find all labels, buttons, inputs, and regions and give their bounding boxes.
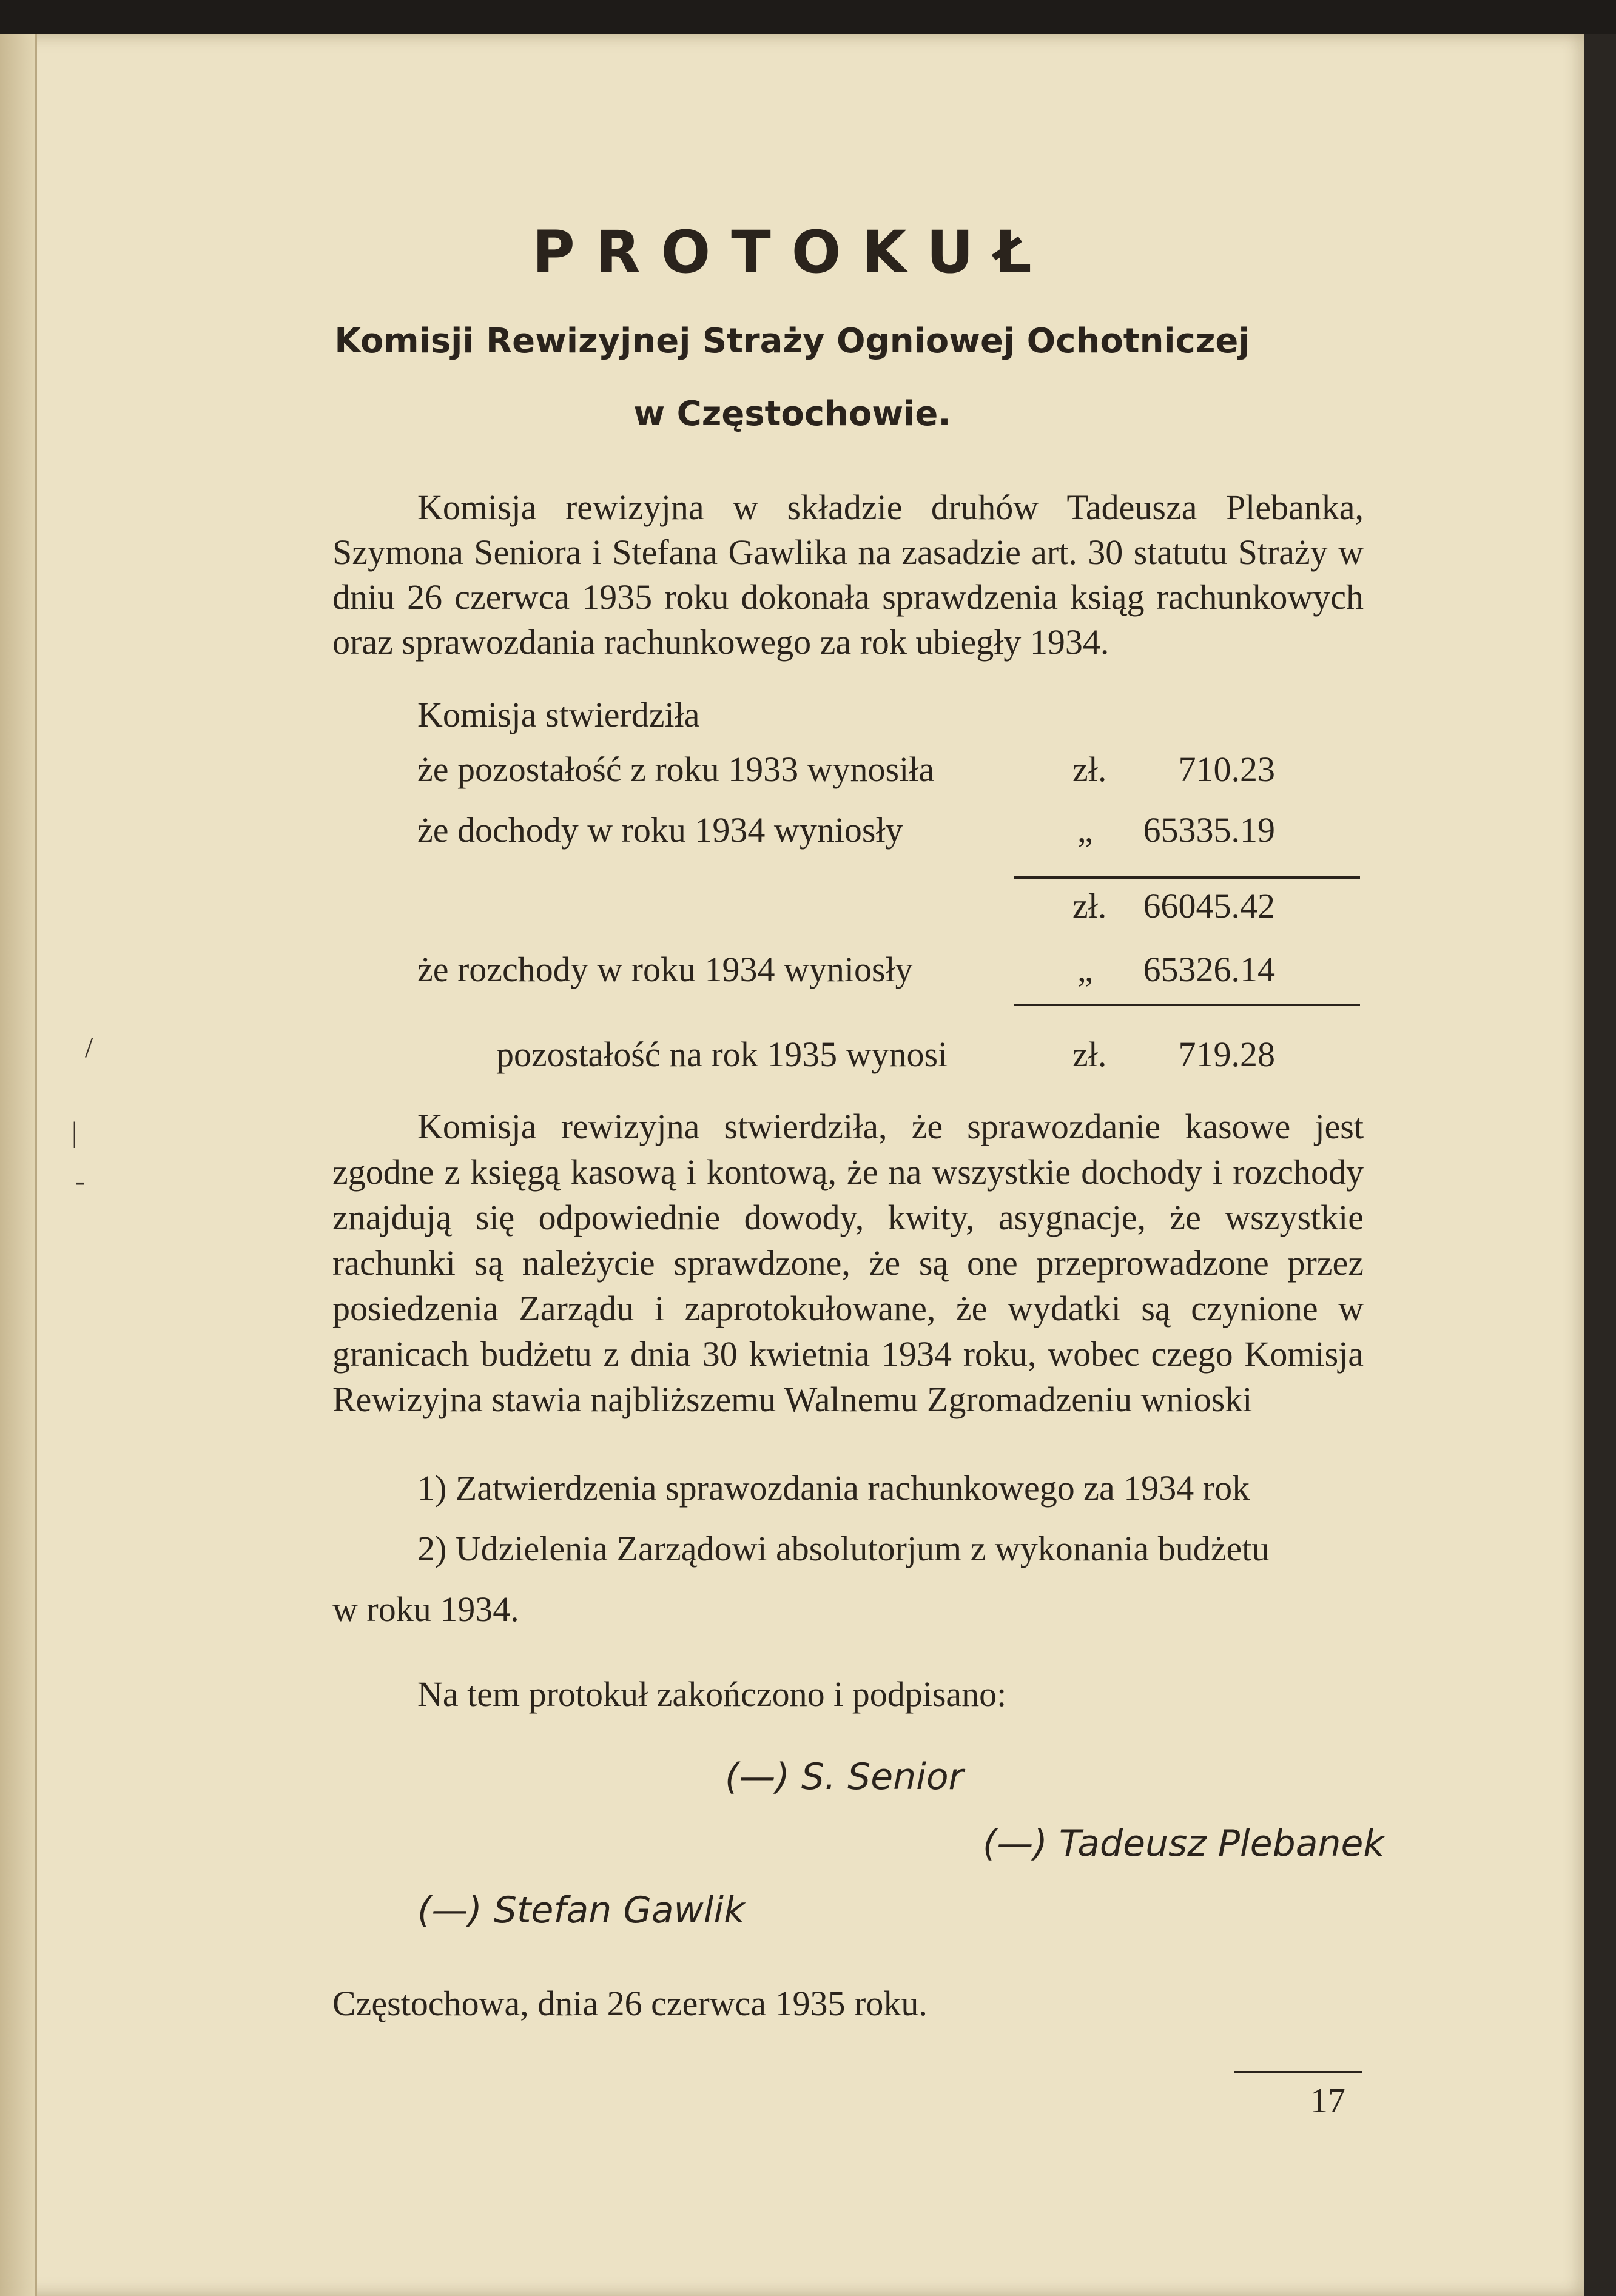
motion-item: 2) Udzielenia Zarządowi absolutorjum z wykonania budżetu (417, 1529, 1270, 1568)
margin-mark: / (85, 1032, 93, 1064)
finding-amount: 710.23 (1178, 750, 1275, 789)
finding-currency: zł. (1072, 886, 1107, 925)
finding-amount: 719.28 (1178, 1035, 1275, 1074)
signature-senior: (—) S. Senior (725, 1756, 964, 1798)
finding-label: że rozchody w roku 1934 wyniosły (417, 950, 913, 989)
signature-plebanek: (—) Tadeusz Plebanek (983, 1822, 1385, 1865)
intro-paragraph (332, 485, 1364, 665)
document-title: PROTOKUŁ (532, 218, 1052, 286)
findings-intro: Komisja stwierdziła (417, 695, 700, 734)
signature-gawlik: (—) Stefan Gawlik (417, 1889, 745, 1932)
finding-amount: 65335.19 (1143, 810, 1275, 850)
closing-statement: Na tem protokuł zakończono i podpisano: (417, 1674, 1007, 1714)
finding-currency: zł. (1072, 750, 1107, 789)
finding-currency: „ (1077, 810, 1093, 850)
page-number-rule (1234, 2071, 1362, 2073)
motion-item: 1) Zatwierdzenia sprawozdania rachunkowego za 1934 rok (417, 1468, 1250, 1508)
intro-paragraph-text: Komisja rewizyjna w składzie druhów Tadeusza Plebanka, Szymona Seniora i Stefana Gawlika na zasadzie art. 30 statutu Straży w dniu 26 czerwca 1935 roku dokonała sprawdzenia ksiąg rachunkowych oraz sprawozdania rachunkowego za rok ubiegły 1934. (332, 488, 1364, 662)
audit-paragraph (332, 1104, 1364, 1422)
margin-mark: - (75, 1165, 85, 1197)
finding-label: pozostałość na rok 1935 wynosi (496, 1035, 948, 1074)
page-number: 17 (1310, 2081, 1345, 2120)
finding-label: że pozostałość z roku 1933 wynosiła (417, 750, 935, 789)
audit-paragraph-text: Komisja rewizyjna stwierdziła, że sprawozdanie kasowe jest zgodne z księgą kasową i kontową, że na wszystkie dochody i rozchody znajdują się odpowiednie dowody, kwity, asygnacje, że wszystkie rachunki są należycie sprawdzone, że są one przeprowadzone przez posiedzenia Zarządu i zaprotokułowane, że wydatki są czynione w granicach budżetu z dnia 30 kwietnia 1934 roku, wobec czego Komisja Rewizyjna stawia najbliższemu Walnemu Zgromadzeniu wnioski (332, 1107, 1364, 1419)
sum-rule (1014, 876, 1360, 879)
margin-mark: | (72, 1116, 78, 1149)
spine-edge (35, 34, 37, 2296)
finding-amount: 66045.42 (1143, 886, 1275, 925)
finding-currency: „ (1077, 950, 1093, 989)
motion-item-continuation: w roku 1934. (332, 1589, 519, 1629)
sum-rule (1014, 1004, 1360, 1006)
document-subtitle: Komisji Rewizyjnej Straży Ogniowej Ochotniczej (334, 321, 1250, 361)
finding-label: że dochody w roku 1934 wyniosły (417, 810, 903, 850)
scan-top-edge (0, 0, 1616, 34)
place-date: Częstochowa, dnia 26 czerwca 1935 roku. (332, 1984, 928, 2023)
finding-currency: zł. (1072, 1035, 1107, 1074)
document-subtitle-location: w Częstochowie. (633, 394, 951, 434)
finding-amount: 65326.14 (1143, 950, 1275, 989)
page-spine (0, 34, 35, 2296)
